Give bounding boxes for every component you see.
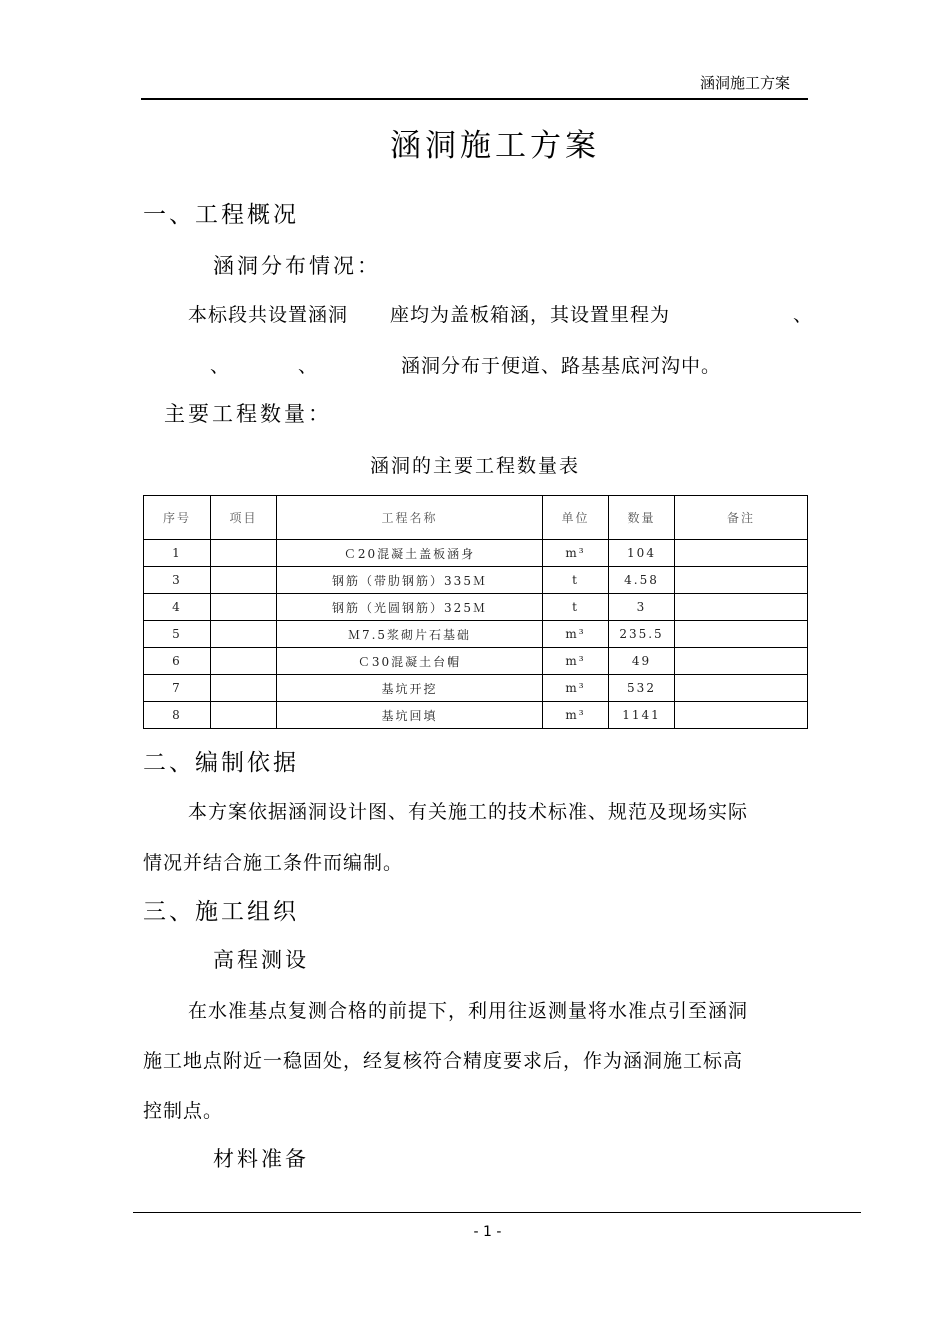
table-header-cell: 备注 xyxy=(675,496,808,540)
table-cell: Ｃ30混凝土台帽 xyxy=(277,648,543,675)
table-cell: m³ xyxy=(543,621,609,648)
table-cell: 4 xyxy=(144,594,211,621)
paragraph-line: 本标段共设置涵洞 xyxy=(188,304,349,326)
table-cell xyxy=(675,594,808,621)
table-cell: 6 xyxy=(144,648,211,675)
table-cell xyxy=(211,567,277,594)
subheading-material-preparation: 材料准备 xyxy=(213,1147,309,1171)
table-cell: t xyxy=(543,567,609,594)
table-cell: m³ xyxy=(543,648,609,675)
table-cell xyxy=(675,675,808,702)
table-row xyxy=(144,594,808,621)
table-header-cell: 序号 xyxy=(144,496,211,540)
table-cell: 235.5 xyxy=(609,621,675,648)
table-header-cell: 单位 xyxy=(543,496,609,540)
subheading-main-quantities: 主要工程数量： xyxy=(164,402,332,426)
table-cell xyxy=(675,540,808,567)
table-cell xyxy=(211,540,277,567)
table-cell xyxy=(675,621,808,648)
table-row xyxy=(144,648,808,675)
table-cell: 532 xyxy=(609,675,675,702)
table-cell xyxy=(675,567,808,594)
table-header-cell: 数量 xyxy=(609,496,675,540)
paragraph-line: 、 xyxy=(210,355,231,377)
table-cell: t xyxy=(543,594,609,621)
table-cell: Ｃ20混凝土盖板涵身 xyxy=(277,540,543,567)
table-cell: 1141 xyxy=(609,702,675,729)
table-header-cell: 项目 xyxy=(211,496,277,540)
table-cell: 钢筋（光圆钢筋）325Ｍ xyxy=(277,594,543,621)
table-cell: 5 xyxy=(144,621,211,648)
table-cell: 3 xyxy=(144,567,211,594)
subheading-elevation-survey: 高程测设 xyxy=(213,948,309,972)
page-number: - 1 - xyxy=(473,1224,502,1240)
table-cell: 基坑开挖 xyxy=(277,675,543,702)
header-rule xyxy=(141,98,808,100)
document-title: 涵洞施工方案 xyxy=(390,128,600,164)
table-cell: Ｍ7.5浆砌片石基础 xyxy=(277,621,543,648)
table-cell xyxy=(211,648,277,675)
table-cell: 基坑回填 xyxy=(277,702,543,729)
paragraph-line: 控制点。 xyxy=(143,1100,224,1122)
paragraph-line: 在水准基点复测合格的前提下，利用往返测量将水准点引至涵洞 xyxy=(188,1000,749,1022)
table-cell: 49 xyxy=(609,648,675,675)
table-cell xyxy=(211,702,277,729)
section-3-heading: 三、施工组织 xyxy=(143,899,299,925)
running-header: 涵洞施工方案 xyxy=(699,74,790,92)
subheading-culvert-distribution: 涵洞分布情况： xyxy=(213,254,381,278)
table-caption: 涵洞的主要工程数量表 xyxy=(369,455,580,477)
paragraph-line: 情况并结合施工条件而编制。 xyxy=(143,852,404,874)
paragraph-line: 、 xyxy=(793,304,814,326)
table-header-row xyxy=(144,496,808,540)
paragraph-line: 施工地点附近一稳固处，经复核符合精度要求后，作为涵洞施工标高 xyxy=(143,1050,744,1072)
table-cell: 4.58 xyxy=(609,567,675,594)
quantity-table xyxy=(143,495,808,729)
table-header-cell: 工程名称 xyxy=(277,496,543,540)
table-cell xyxy=(211,675,277,702)
table-cell xyxy=(211,594,277,621)
table-cell: 8 xyxy=(144,702,211,729)
section-1-heading: 一、工程概况 xyxy=(143,202,299,228)
paragraph-line: 本方案依据涵洞设计图、有关施工的技术标准、规范及现场实际 xyxy=(188,801,749,823)
table-cell xyxy=(675,648,808,675)
section-2-heading: 二、编制依据 xyxy=(143,750,299,776)
table-row xyxy=(144,675,808,702)
table-cell: m³ xyxy=(543,675,609,702)
table-cell xyxy=(675,702,808,729)
table-row xyxy=(144,540,808,567)
table-row xyxy=(144,702,808,729)
paragraph-line: 座均为盖板箱涵，其设置里程为 xyxy=(390,304,671,326)
table-cell: 1 xyxy=(144,540,211,567)
table-cell: m³ xyxy=(543,702,609,729)
table-cell xyxy=(211,621,277,648)
table-cell: 钢筋（带肋钢筋）335Ｍ xyxy=(277,567,543,594)
footer-rule xyxy=(133,1212,861,1213)
table-cell: m³ xyxy=(543,540,609,567)
table-cell: 3 xyxy=(609,594,675,621)
table-cell: 104 xyxy=(609,540,675,567)
table-cell: 7 xyxy=(144,675,211,702)
table-row xyxy=(144,567,808,594)
table-row xyxy=(144,621,808,648)
paragraph-line: 涵洞分布于便道、路基基底河沟中。 xyxy=(401,355,722,377)
paragraph-line: 、 xyxy=(298,355,319,377)
